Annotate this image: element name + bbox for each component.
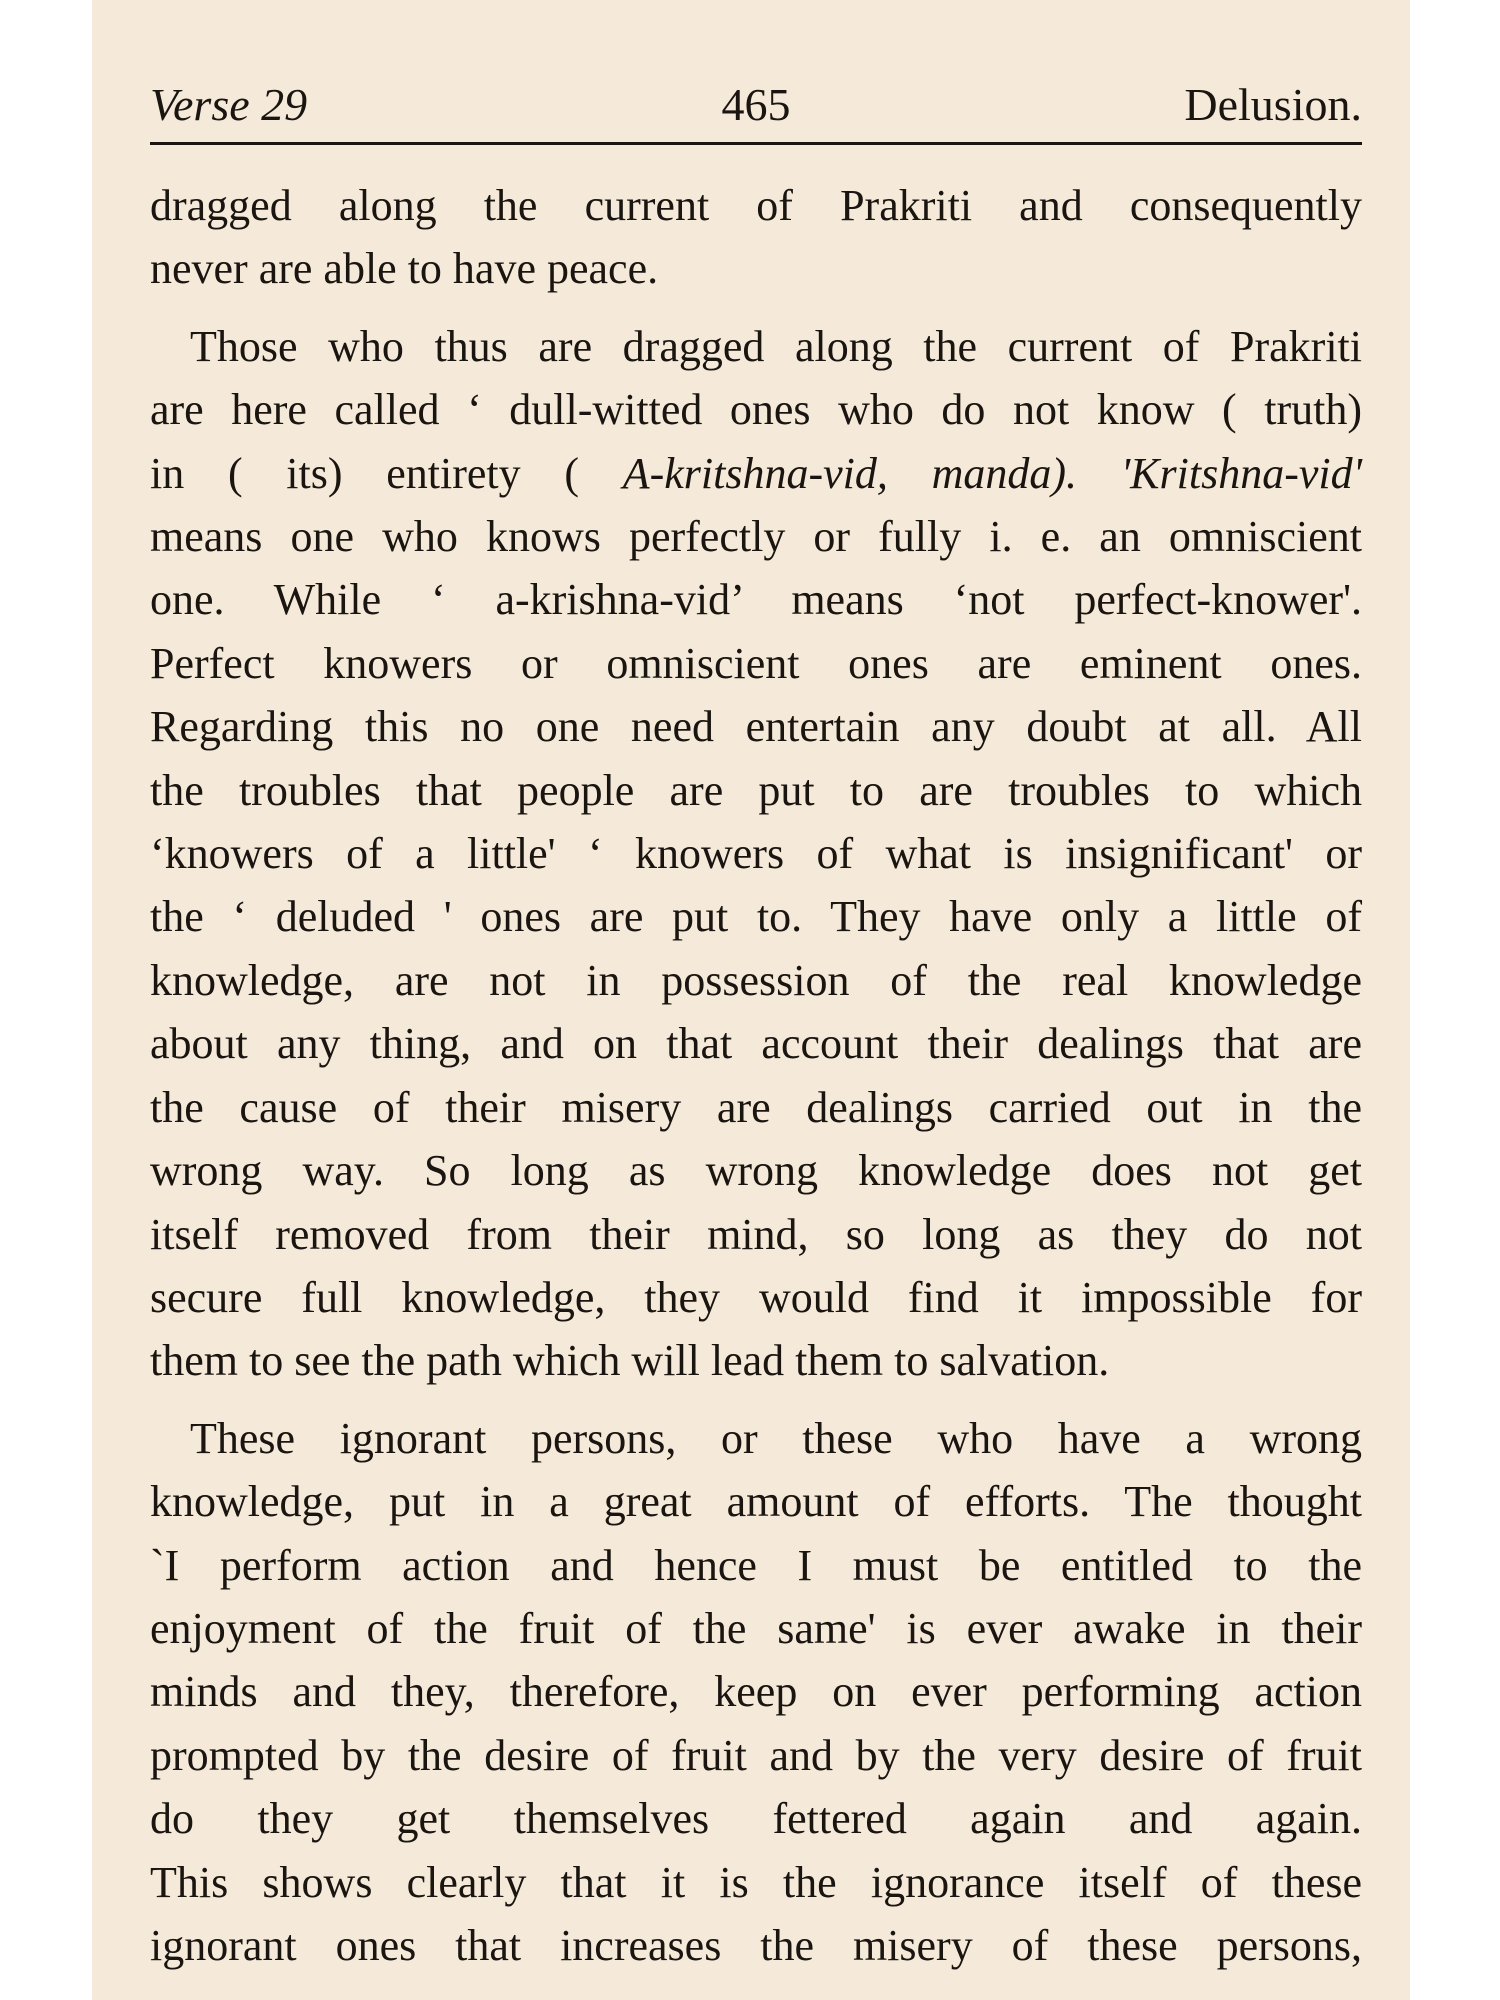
text-line: are here called ‘ dull-witted ones who do not know ( truth) xyxy=(150,385,1362,435)
text-line: the troubles that people are put to are troubles to which xyxy=(150,765,1362,815)
text-line: minds and they, therefore, keep on ever performing action xyxy=(150,1667,1362,1717)
text-line: wrong way. So long as wrong knowledge does not get xyxy=(150,1146,1362,1196)
text-line: them to see the path which will lead them to salvation. xyxy=(150,1336,1110,1386)
text-line: Perfect knowers or omniscient ones are eminent ones. xyxy=(150,638,1362,688)
text-line: means one who knows perfectly or fully i. e. an omniscient xyxy=(150,512,1362,562)
text-line: secure full knowledge, they would find it impossible for xyxy=(150,1272,1362,1322)
text-line: enjoyment of the fruit of the same' is ever awake in their xyxy=(150,1603,1362,1653)
text-line: knowledge, put in a great amount of efforts. The thought xyxy=(150,1477,1362,1527)
text-line: about any thing, and on that account their dealings that are xyxy=(150,1019,1362,1069)
text-line: the cause of their misery are dealings carried out in the xyxy=(150,1082,1362,1132)
text-line: `I perform action and hence I must be entitled to the xyxy=(150,1540,1362,1590)
text-line-italic-terms: in ( its) entirety ( A-kritshna-vid, manda). 'Kritshna-vid' xyxy=(150,448,1363,498)
text-line: This shows clearly that it is the ignorance itself of these xyxy=(150,1857,1362,1907)
verse-label: Verse 29 xyxy=(150,79,308,130)
text-line: the ‘ deluded ' ones are put to. They have only a little of xyxy=(150,892,1362,942)
text-line: prompted by the desire of fruit and by the very desire of fruit xyxy=(150,1730,1362,1780)
text-line: Those who thus are dragged along the current of Prakriti xyxy=(190,321,1362,371)
paragraph-1 xyxy=(150,174,1362,301)
text-line: These ignorant persons, or these who have a wrong xyxy=(190,1413,1362,1463)
paragraph-3 xyxy=(150,1407,1362,1978)
page-body xyxy=(150,174,1362,1977)
text-line: ‘knowers of a little' ‘ knowers of what is insignificant' or xyxy=(150,829,1362,879)
text-line: knowledge, are not in possession of the real knowledge xyxy=(150,955,1362,1005)
page-header xyxy=(150,78,1362,140)
text-line: one. While ‘ a-krishna-vid’ means ‘not perfect-knower'. xyxy=(150,575,1362,625)
paragraph-2 xyxy=(150,315,1362,1393)
text-line: dragged along the current of Prakriti and consequently xyxy=(150,181,1362,230)
text-line: ignorant ones that increases the misery of these persons, xyxy=(150,1920,1362,1970)
text-line: Regarding this no one need entertain any doubt at all. All xyxy=(150,702,1362,752)
text-line: do they get themselves fettered again and again. xyxy=(150,1794,1362,1844)
page-number: 465 xyxy=(721,79,791,130)
text-line: itself removed from their mind, so long as they do not xyxy=(150,1209,1362,1259)
text-line: never are able to have peace. xyxy=(150,244,659,294)
header-rule xyxy=(150,142,1362,145)
chapter-title: Delusion. xyxy=(1184,79,1362,130)
